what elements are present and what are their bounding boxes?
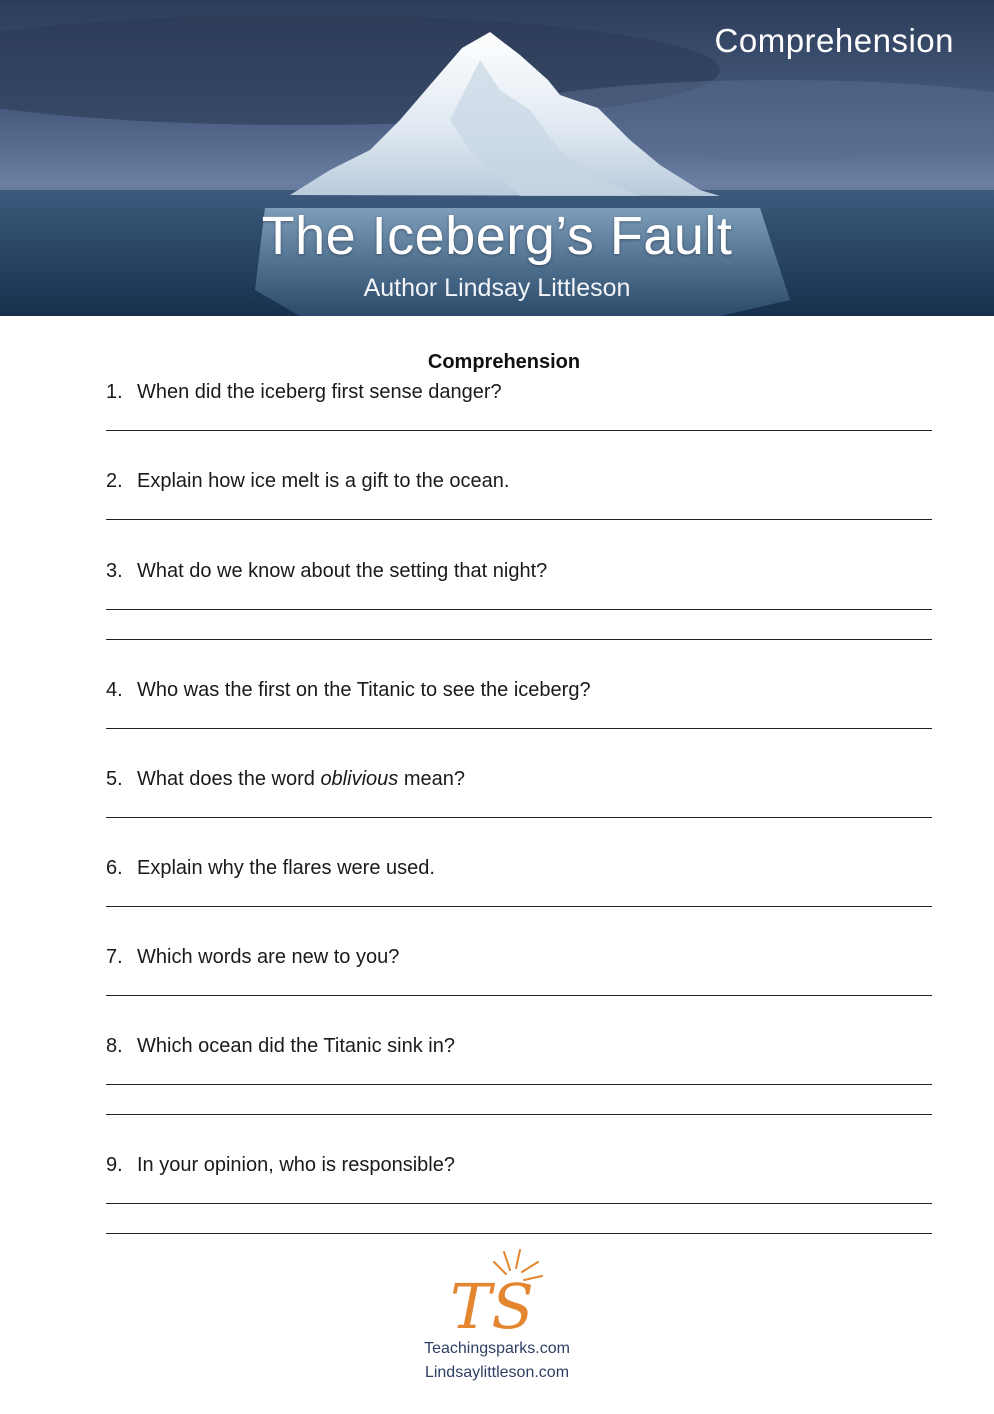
teachingsparks-logo [440, 1248, 550, 1338]
answer-line[interactable] [106, 1114, 932, 1115]
answer-line[interactable] [106, 430, 932, 431]
question-number: 4. [106, 679, 123, 701]
banner-section-label: Comprehension [714, 22, 954, 59]
question-3 [106, 558, 932, 584]
question-2 [106, 468, 932, 494]
question-text: Which words are new to you? [137, 946, 400, 968]
answer-line[interactable] [106, 519, 932, 520]
question-number: 3. [106, 560, 123, 582]
question-8 [106, 1033, 932, 1059]
question-9 [106, 1152, 932, 1178]
question-4 [106, 677, 932, 703]
question-text: Explain how ice melt is a gift to the ocean. [137, 470, 510, 492]
question-text-end: mean? [398, 768, 465, 790]
answer-line[interactable] [106, 995, 932, 996]
answer-line[interactable] [106, 1203, 932, 1204]
section-heading: Comprehension [427, 351, 581, 373]
question-1 [106, 379, 932, 405]
answer-line[interactable] [106, 1233, 932, 1234]
question-number: 2. [106, 470, 123, 492]
question-text: In your opinion, who is responsible? [137, 1154, 455, 1176]
question-5 [106, 766, 932, 792]
answer-line[interactable] [106, 906, 932, 907]
question-number: 8. [106, 1035, 123, 1057]
question-7 [106, 944, 932, 970]
question-number: 7. [106, 946, 123, 968]
answer-line[interactable] [106, 1084, 932, 1085]
answer-line[interactable] [106, 639, 932, 640]
page-title: The Iceberg’s Fault [261, 206, 733, 266]
author-line: Author Lindsay Littleson [363, 274, 631, 302]
logo-lettering: TS [450, 1270, 534, 1338]
footer-links [0, 1337, 994, 1385]
question-text: Who was the first on the Titanic to see the iceberg? [137, 679, 591, 701]
question-text: Explain why the flares were used. [137, 857, 435, 879]
question-text: What do we know about the setting that night? [137, 560, 548, 582]
question-italic-word: oblivious [320, 768, 399, 790]
answer-line[interactable] [106, 609, 932, 610]
footer-link-teachingsparks[interactable]: Teachingsparks.com [424, 1340, 570, 1357]
question-number: 5. [106, 768, 123, 790]
question-number: 6. [106, 857, 123, 879]
answer-line[interactable] [106, 728, 932, 729]
question-text: Which ocean did the Titanic sink in? [137, 1035, 455, 1057]
question-number: 9. [106, 1154, 123, 1176]
question-6 [106, 855, 932, 881]
header-banner [0, 0, 994, 316]
question-number: 1. [106, 381, 123, 403]
question-text: When did the iceberg first sense danger? [137, 381, 502, 403]
answer-line[interactable] [106, 817, 932, 818]
footer-link-lindsaylittleson[interactable]: Lindsaylittleson.com [424, 1364, 570, 1381]
question-text: What does the word [137, 768, 321, 790]
